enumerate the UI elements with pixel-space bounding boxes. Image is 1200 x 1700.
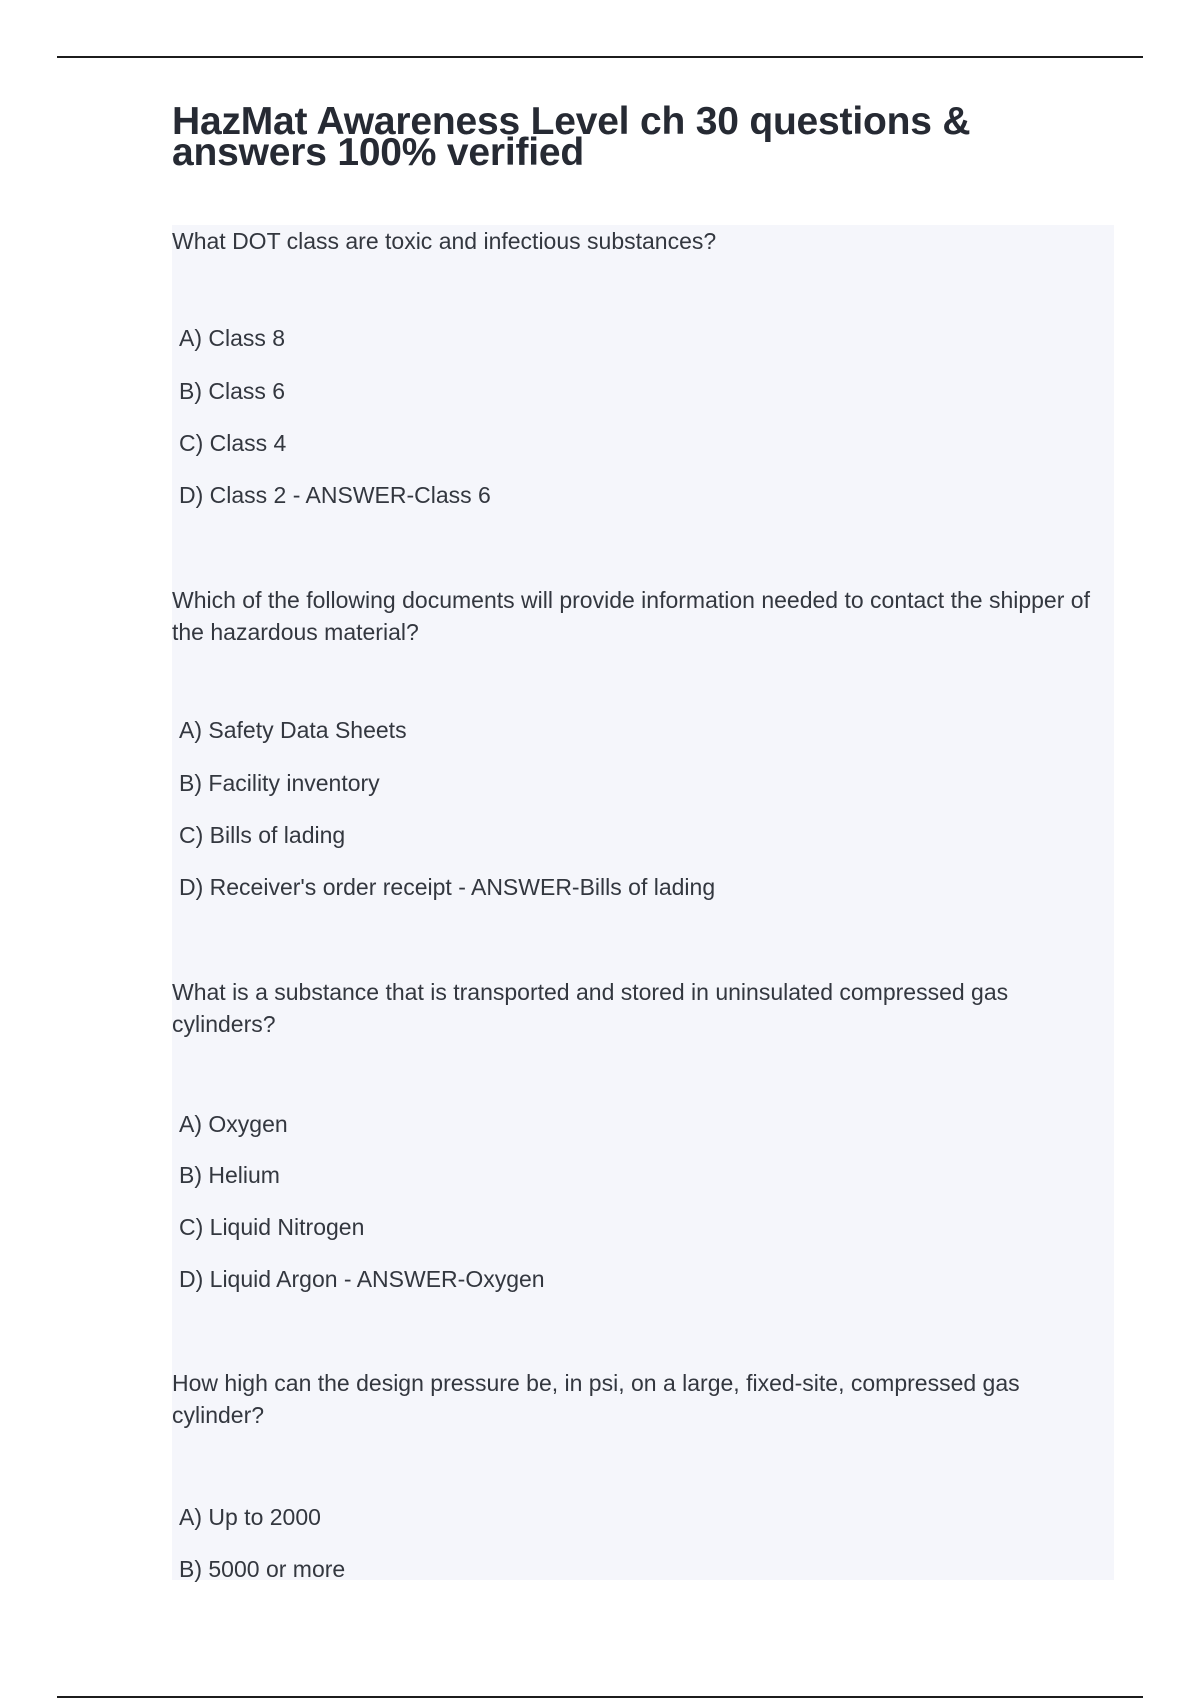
question-text: What DOT class are toxic and infectious substances? <box>172 228 717 254</box>
question-block-2 <box>172 584 1114 900</box>
question-block-4 <box>172 1367 1114 1582</box>
bottom-divider <box>57 1696 1143 1698</box>
answer-option: D) Receiver's order receipt - ANSWER-Bills of lading <box>179 874 716 900</box>
question-text: What is a substance that is transported and stored in uninsulated compressed gas cylinders? <box>172 979 1009 1037</box>
question-text: How high can the design pressure be, in psi, on a large, fixed-site, compressed gas cylinder? <box>172 1370 1020 1428</box>
answer-option: C) Liquid Nitrogen <box>179 1214 365 1240</box>
document-title: HazMat Awareness Level ch 30 questions & answers 100% verified <box>172 100 971 174</box>
answer-option: A) Up to 2000 <box>179 1504 321 1530</box>
top-divider <box>57 56 1143 58</box>
question-text: Which of the following documents will provide information needed to contact the shipper of the hazardous material? <box>172 587 1090 645</box>
qa-content-area <box>172 225 1114 1580</box>
answer-option: A) Safety Data Sheets <box>179 717 407 743</box>
question-block-3 <box>172 976 1114 1292</box>
answer-option: A) Oxygen <box>179 1111 288 1137</box>
answer-option: B) Helium <box>179 1162 280 1188</box>
answer-option: D) Liquid Argon - ANSWER-Oxygen <box>179 1266 545 1292</box>
answer-option: D) Class 2 - ANSWER-Class 6 <box>179 482 491 508</box>
answer-option: A) Class 8 <box>179 325 286 351</box>
answer-option: B) Class 6 <box>179 378 286 404</box>
answer-option: B) Facility inventory <box>179 770 380 796</box>
question-block-1 <box>172 225 1114 508</box>
answer-option: B) 5000 or more <box>179 1556 346 1582</box>
answer-option: C) Bills of lading <box>179 822 346 848</box>
answer-option: C) Class 4 <box>179 430 287 456</box>
